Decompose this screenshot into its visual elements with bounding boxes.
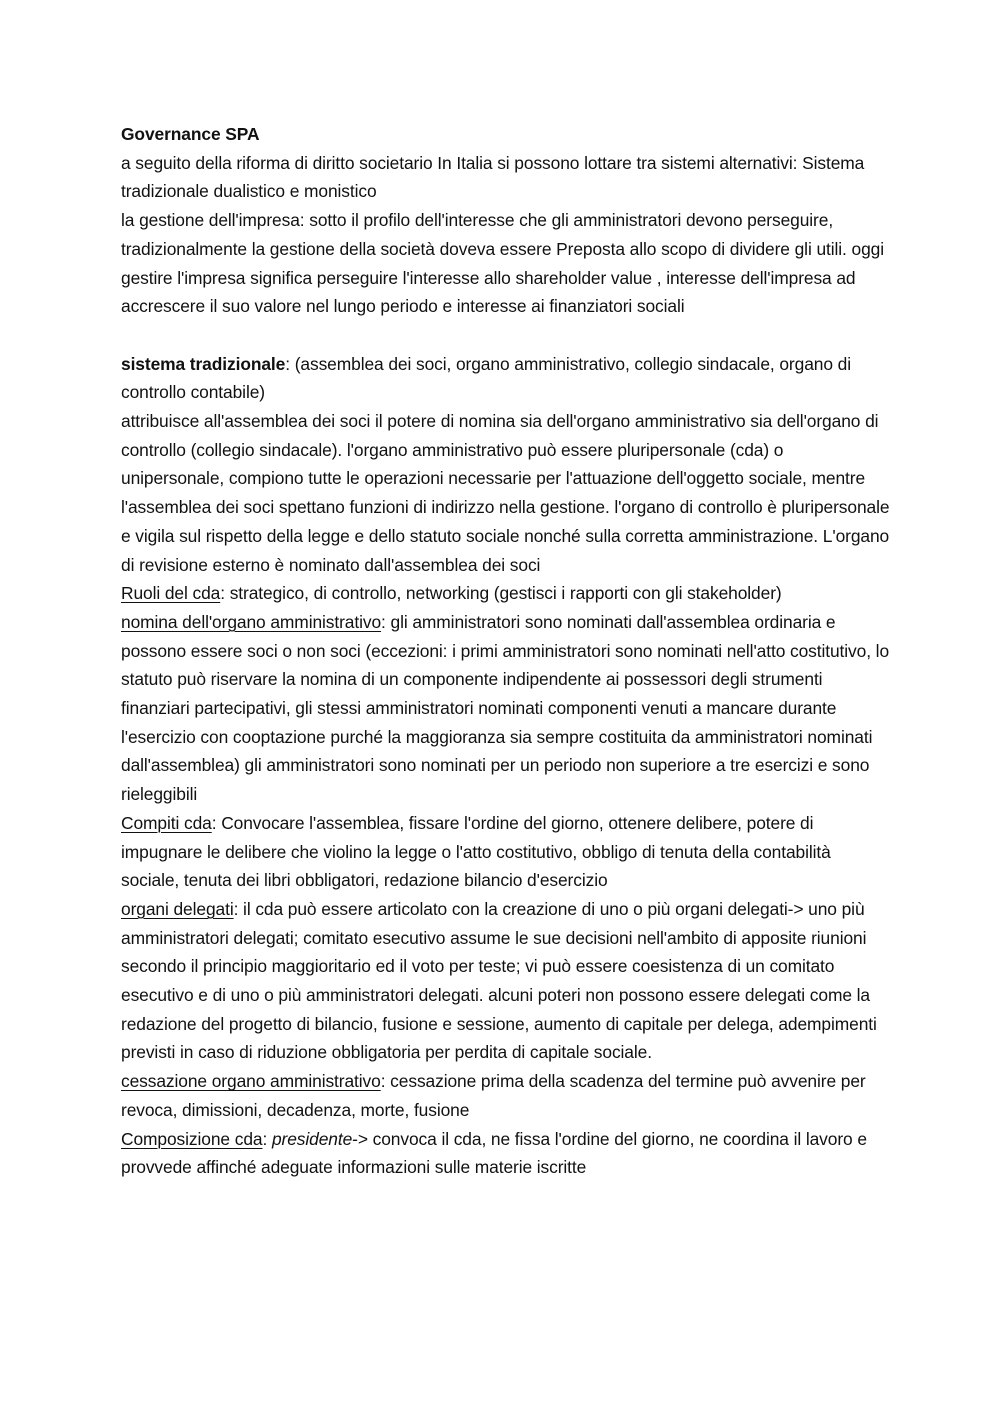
- section-text: : Convocare l'assemblea, fissare l'ordine del giorno, ottenere delibere, potere di impugnare le delibere che violino la legge o l'atto costitutivo, obbligo di tenuta della contabilità sociale, tenuta dei libri obbligatori, redazione bilancio d'esercizio: [121, 812, 831, 891]
- section-label: Composizione cda: [121, 1128, 263, 1149]
- intro-paragraph-2: la gestione dell'impresa: sotto il profilo dell'interesse che gli amministratori devono perseguire, tradizionalmente la gestione della società doveva essere Preposta allo scopo di dividere gli utili. oggi gestire l'impresa significa perseguire l'interesse allo shareholder value , interesse dell'impresa ad accrescere il suo valore nel lungo periodo e interesse ai finanziatori sociali: [121, 210, 884, 317]
- section-composizione-cda: [121, 1125, 891, 1182]
- section-nomina-organo: [121, 608, 891, 809]
- composizione-colon: :: [262, 1128, 272, 1149]
- section-organi-delegati: [121, 895, 891, 1067]
- document-page: [121, 120, 891, 1182]
- paragraph-gap: [121, 321, 891, 350]
- section-text: : il cda può essere articolato con la creazione di uno o più organi delegati-> uno più amministratori delegati; comitato esecutivo assume le sue decisioni nell'ambito di apposite riunioni secondo il principio maggioritario ed il voto per teste; vi può essere coesistenza di un comitato esecutivo e di uno o più amministratori delegati. alcuni poteri non possono essere delegati come la redazione del progetto di bilancio, fusione e sessione, aumento di capitale per delega, adempimenti previsti in caso di riduzione obbligatoria per perdita di capitale sociale.: [121, 898, 877, 1063]
- section-ruoli-cda: [121, 579, 891, 608]
- section-label: organi delegati: [121, 898, 234, 919]
- section-compiti-cda: [121, 809, 891, 895]
- document-title: Governance SPA: [121, 124, 260, 144]
- composizione-italic: presidente: [271, 1128, 353, 1149]
- section-label: cessazione organo amministrativo: [121, 1071, 381, 1092]
- section-label: Compiti cda: [121, 812, 212, 833]
- section-text: : strategico, di controllo, networking (gestisci i rapporti con gli stakeholder): [220, 583, 782, 604]
- section-label: Ruoli del cda: [121, 583, 221, 604]
- sistema-heading-rest: : (assemblea dei soci, organo amministrativo, collegio sindacale, organo di controllo contabile): [121, 353, 851, 403]
- section-cessazione-organo: [121, 1067, 891, 1124]
- section-text: : cessazione prima della scadenza del termine può avvenire per revoca, dimissioni, decadenza, morte, fusione: [121, 1071, 866, 1120]
- section-label: nomina dell'organo amministrativo: [121, 611, 382, 632]
- sistema-tradizionale-heading: [121, 350, 891, 407]
- section-text: -> convoca il cda, ne fissa l'ordine del giorno, ne coordina il lavoro e provvede affinché adeguate informazioni sulle materie iscritte: [121, 1128, 867, 1178]
- sistema-tradizionale-body: attribuisce all'assemblea dei soci il potere di nomina sia dell'organo amministrativo sia dell'organo di controllo (collegio sindacale). l'organo amministrativo può essere pluripersonale (cda) o unipersonale, compiono tutte le operazioni necessarie per l'attuazione dell'oggetto sociale, mentre l'assemblea dei soci spettano funzioni di indirizzo nella gestione. l'organo di controllo è pluripersonale e vigila sul rispetto della legge e dello statuto sociale nonché sulla corretta amministrazione. L'organo di revisione esterno è nominato dall'assemblea dei soci: [121, 411, 890, 575]
- sistema-heading-bold: sistema tradizionale: [121, 353, 286, 374]
- intro-paragraph-1: a seguito della riforma di diritto societario In Italia si possono lottare tra sistemi alternativi: Sistema tradizionale dualistico e monistico: [121, 152, 865, 202]
- section-text: : gli amministratori sono nominati dall'assemblea ordinaria e possono essere soci o non soci (eccezioni: i primi amministratori sono nominati nell'atto costitutivo, lo statuto può riservare la nomina di un componente indipendente ai possessori degli strumenti finanziari partecipativi, gli stessi amministratori nominati componenti venuti a mancare durante l'esercizio con cooptazione purché la maggioranza sia sempre costituita da amministratori nominati dall'assemblea) gli amministratori sono nominati per un periodo non superiore a tre esercizi e sono rieleggibili: [121, 611, 890, 805]
